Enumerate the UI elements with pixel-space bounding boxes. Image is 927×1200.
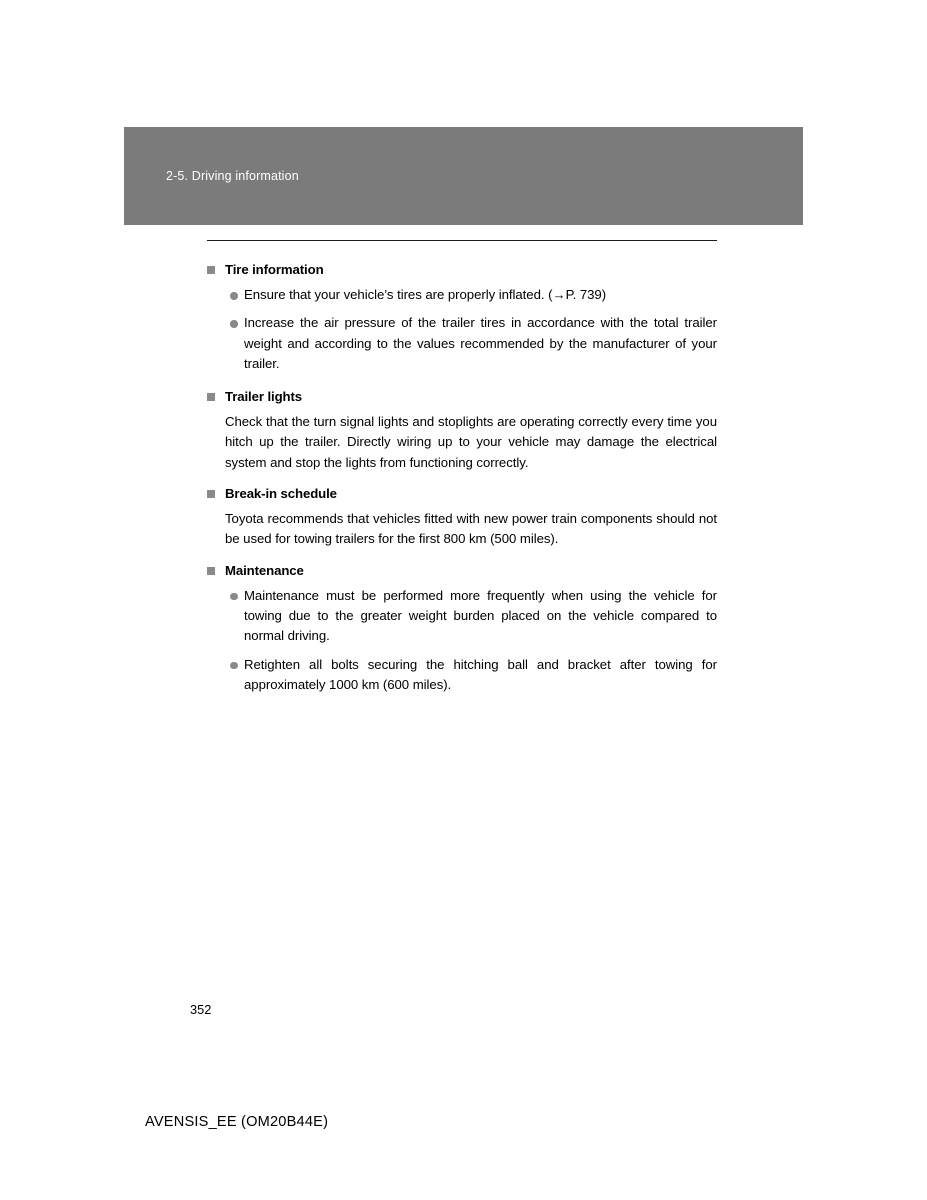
list-item-text: Ensure that your vehicle’s tires are properly inflated. (→P. 739) <box>244 287 607 302</box>
subsection-heading-trailer-lights <box>207 388 717 405</box>
subsection-heading-maintenance <box>207 562 717 579</box>
subsection-heading-break-in-schedule <box>207 485 717 502</box>
list-item <box>230 313 717 374</box>
subsection-heading-tire-information <box>207 261 717 278</box>
list-item-text: Maintenance must be performed more frequently when using the vehicle for towing due to the greater weight burden placed on the vehicle compared to normal driving. <box>244 587 717 644</box>
list-item <box>230 586 717 647</box>
page-content <box>207 240 717 707</box>
round-bullet-icon <box>230 320 238 328</box>
bullet-list-tire-information <box>207 285 717 374</box>
list-item <box>230 285 717 305</box>
square-bullet-icon <box>207 490 215 498</box>
subsection-heading-label: Maintenance <box>225 562 304 578</box>
document-footer: AVENSIS_EE (OM20B44E) <box>145 1114 329 1130</box>
square-bullet-icon <box>207 567 215 575</box>
subsection-heading-label: Trailer lights <box>225 389 303 405</box>
bullet-list-maintenance <box>207 586 717 695</box>
round-bullet-icon <box>230 292 238 300</box>
section-header-banner <box>124 127 803 225</box>
subsection-heading-label: Tire information <box>225 262 324 277</box>
subsection-paragraph-trailer-lights: Check that the turn signal lights and stoplights are operating correctly every time you hitch up the trailer. Directly wiring up to your vehicle may damage the electrical system and stop the lights from functioning correctly. <box>225 414 717 470</box>
round-bullet-icon <box>230 662 238 670</box>
subsection-heading-label: Break-in schedule <box>225 486 337 502</box>
round-bullet-icon <box>230 593 238 601</box>
section-header-title: 2-5. Driving information <box>166 169 299 183</box>
content-top-divider <box>207 240 717 241</box>
page-number: 352 <box>190 1002 212 1017</box>
square-bullet-icon <box>207 266 215 274</box>
subsection-paragraph-break-in-schedule: Toyota recommends that vehicles fitted with new power train components should not be used for towing trailers for the first 800 km (500 miles). <box>225 511 717 547</box>
list-item-text: Retighten all bolts securing the hitching ball and bracket after towing for approximately 1000 km (600 miles). <box>244 656 717 692</box>
list-item-text: Increase the air pressure of the trailer tires in accordance with the total trailer weight and according to the values recommended by the manufacturer of your trailer. <box>244 315 717 371</box>
list-item <box>230 655 717 696</box>
square-bullet-icon <box>207 393 215 401</box>
